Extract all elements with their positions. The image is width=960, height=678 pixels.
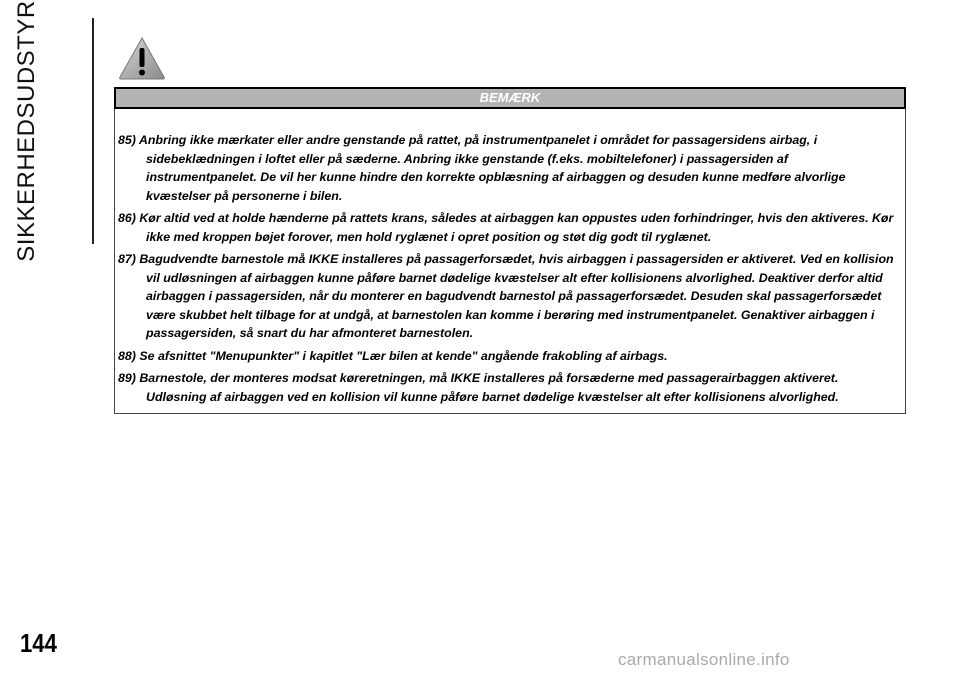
note-86: 86) Kør altid ved at holde hænderne på rattets krans, således at airbaggen kan oppustes uden forhindringer, hvis den aktiveres. Kør ikke med kroppen bøjet forover, men hold ryglænet i opret position og støt dig godt til ryglænet. — [118, 211, 894, 244]
section-title — [12, 0, 42, 262]
note-box — [114, 87, 906, 414]
notes-list — [118, 131, 898, 410]
note-87: 87) Bagudvendte barnestole må IKKE installeres på passagerforsædet, hvis airbaggen i passagersiden er aktiveret. Ved en kollision vil udløsningen af airbaggen kunne påføre barnet dødelige kvæstelser alt efter kollisionens alvorlighed. Deaktiver derfor altid airbaggen i passagersiden, når du monterer en bagudvendt barnestol på passagerforsædet. Desuden skal passagerforsædet være skubbet helt tilbage for at undgå, at barnestolen kan komme i berøring med instrumentpanelet. Genaktiver airbaggen i passagersiden, så snart du har afmonteret barnestolen. — [118, 252, 894, 340]
note-89: 89) Barnestole, der monteres modsat køreretningen, må IKKE installeres på forsæderne med passagerairbaggen aktiveret. Udløsning af airbaggen ved en kollision vil kunne påføre barnet dødelige kvæstelser alt efter kollisionens alvorlighed. — [118, 371, 839, 404]
page-number: 144 — [20, 628, 57, 658]
warning-triangle-icon — [118, 36, 166, 80]
section-divider — [92, 18, 94, 244]
note-box-header: BEMÆRK — [114, 87, 906, 109]
note-85: 85) Anbring ikke mærkater eller andre genstande på rattet, på instrumentpanelet i området for passagersidens airbag, i sidebeklædningen i loftet eller på sæderne. Anbring ikke genstande (f.eks. mobiltelefoner) i passagersiden af instrumentpanelet. De vil her kunne hindre den korrekte opblæsning af airbaggen og desuden kunne medføre alvorlige kvæstelser på personerne i bilen. — [118, 133, 846, 203]
note-88: 88) Se afsnittet "Menupunkter" i kapitlet "Lær bilen at kende" angående frakobling af airbags. — [118, 348, 668, 363]
watermark: carmanualsonline.info — [618, 650, 790, 669]
section-title-text: SIKKERHEDSUDSTYR — [13, 0, 40, 262]
